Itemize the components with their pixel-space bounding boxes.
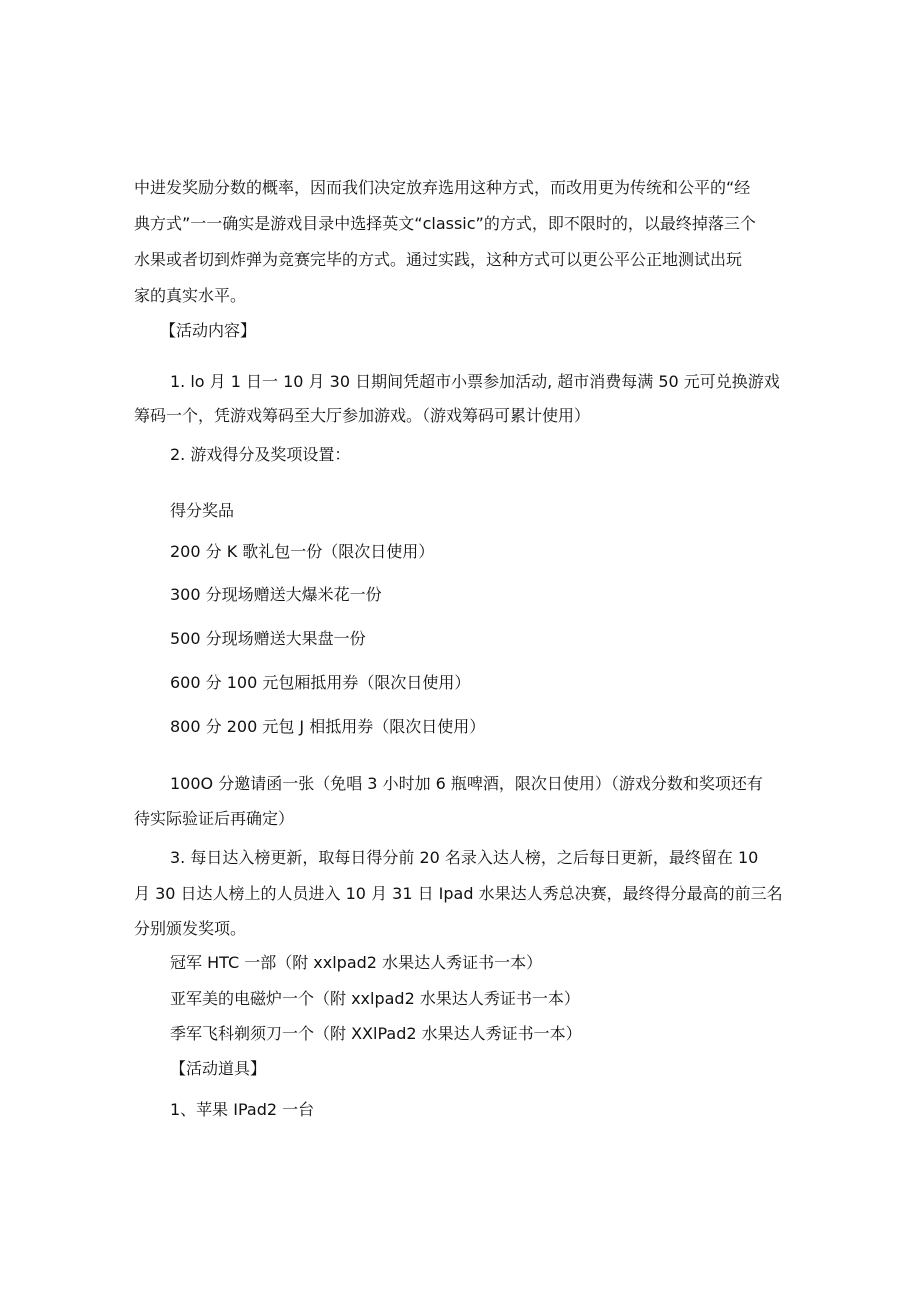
prize-row: 500 分现场赠送大果盘一份 [170,629,366,648]
prize-1000-line-2: 待实际验证后再确定） [134,809,295,828]
award-row: 季军飞科剃须刀一个（附 XXlPad2 水果达人秀证书一本） [170,1024,582,1043]
heading-activity-props: 【活动道具】 [170,1059,267,1078]
item3-line-2: 月 30 日达人榜上的人员进入 10 月 31 日 Ipad 水果达人秀总决赛，最终得分最高的前三名 [134,884,783,903]
prize-header: 得分奖品 [170,501,235,520]
award-row: 冠军 HTC 一部（附 xxlpad2 水果达人秀证书一本） [170,953,543,972]
prize-row: 300 分现场赠送大爆米花一份 [170,585,382,604]
prize-1000-line-1: 100O 分邀请函一张（免唱 3 小时加 6 瓶啤酒，限次日使用）（游戏分数和奖项还有 [170,774,763,793]
intro-line-3: 水果或者切到炸弹为竞赛完毕的方式。通过实践，这种方式可以更公平公正地测试出玩 [134,250,743,269]
item3-line-1: 3. 每日达入榜更新，取每日得分前 20 名录入达人榜，之后每日更新，最终留在 10 [170,848,759,867]
award-row: 亚军美的电磁炉一个（附 xxlpad2 水果达人秀证书一本） [170,989,580,1008]
intro-line-1: 中进发奖励分数的概率，因而我们决定放弃选用这种方式，而改用更为传统和公平的“经 [134,178,751,197]
prize-row: 600 分 100 元包厢抵用券（限次日使用） [170,673,471,692]
prize-row: 200 分 K 歌礼包一份（限次日使用） [170,542,435,561]
item3-line-3: 分别颁发奖项。 [134,919,247,938]
props-item-1: 1、苹果 IPad2 一台 [170,1100,315,1119]
item2-heading: 2. 游戏得分及奖项设置： [170,445,351,464]
heading-activity-content: 【活动内容】 [160,321,257,340]
prize-row: 800 分 200 元包 J 相抵用券（限次日使用） [170,717,486,736]
item1-line-1: 1. lo 月 1 日一 10 月 30 日期间凭超市小票参加活动, 超市消费每满 50 元可兑换游戏 [170,372,780,391]
intro-line-2: 典方式”一一确实是游戏目录中选择英文“classic”的方式，即不限时的，以最终掉落三个 [134,214,756,233]
item1-line-2: 筹码一个，凭游戏筹码至大厅参加游戏。（游戏筹码可累计使用） [134,406,591,425]
intro-line-4: 家的真实水平。 [134,286,247,305]
